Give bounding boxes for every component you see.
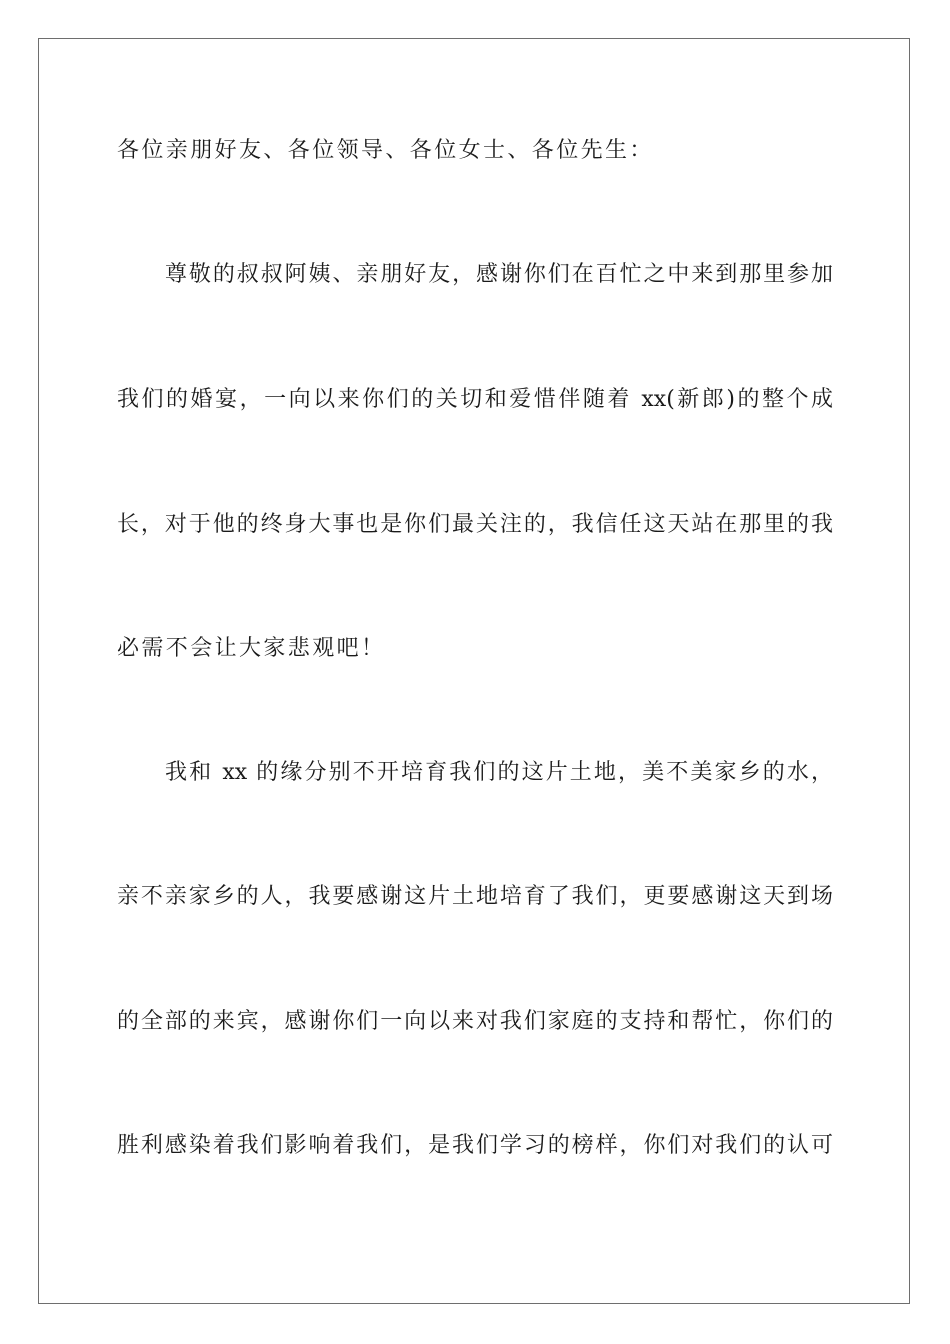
paragraph-1-line-2: 我们的婚宴，一向以来你们的关切和爱惜伴随着 xx(新郎)的整个成	[117, 387, 833, 412]
paragraph-2-line-3: 的全部的来宾，感谢你们一向以来对我们家庭的支持和帮忙，你们的	[117, 1009, 833, 1034]
paragraph-2-line-2: 亲不亲家乡的人，我要感谢这片土地培育了我们，更要感谢这天到场	[117, 884, 833, 909]
paragraph-2-line-1: 我和 xx 的缘分别不开培育我们的这片土地，美不美家乡的水，	[165, 760, 833, 785]
salutation-line: 各位亲朋好友、各位领导、各位女士、各位先生：	[117, 138, 654, 163]
paragraph-1-line-4: 必需不会让大家悲观吧！	[117, 636, 386, 661]
paragraph-1-line-1: 尊敬的叔叔阿姨、亲朋好友，感谢你们在百忙之中来到那里参加	[165, 262, 833, 287]
paragraph-1-line-3: 长，对于他的终身大事也是你们最关注的，我信任这天站在那里的我	[117, 512, 833, 537]
page-border	[38, 38, 910, 1304]
paragraph-2-line-4: 胜利感染着我们影响着我们，是我们学习的榜样，你们对我们的认可	[117, 1133, 833, 1158]
